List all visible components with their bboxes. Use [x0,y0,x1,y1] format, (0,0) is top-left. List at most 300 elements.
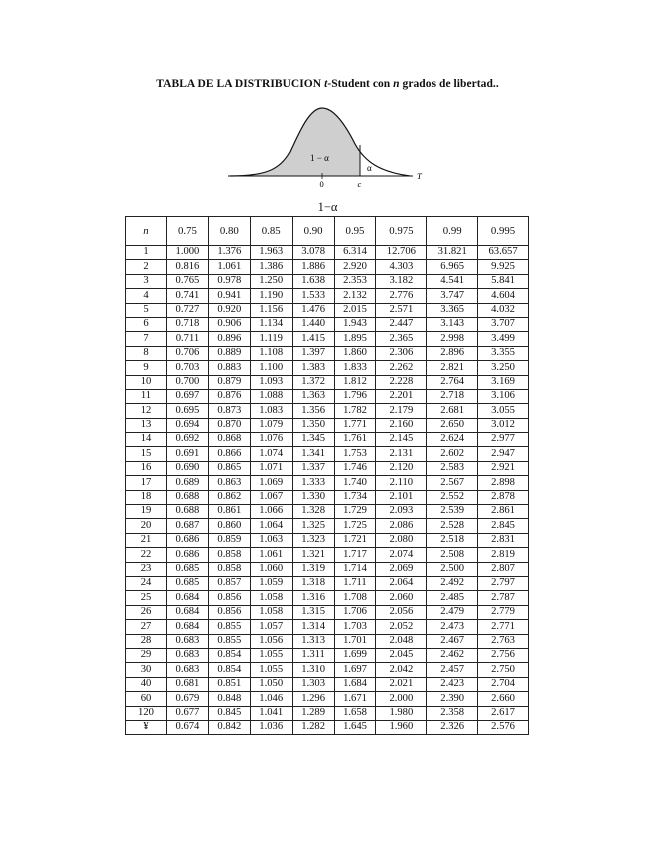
critical-value-cell: 0.700 [167,375,209,389]
critical-value-cell: 2.093 [376,505,427,519]
critical-value-cell: 1.311 [292,648,334,662]
critical-value-cell: 1.190 [250,289,292,303]
critical-value-cell: 1.059 [250,576,292,590]
critical-value-cell: 2.447 [376,317,427,331]
critical-value-cell: 1.701 [334,634,376,648]
critical-value-cell: 0.688 [167,505,209,519]
critical-value-cell: 3.106 [478,389,529,403]
critical-value-cell: 2.132 [334,289,376,303]
table-row [126,576,529,590]
critical-value-cell: 6.965 [427,260,478,274]
degrees-of-freedom-cell: 60 [126,692,167,706]
critical-value-cell: 1.943 [334,317,376,331]
critical-value-cell: 2.473 [427,620,478,634]
critical-value-cell: 0.684 [167,605,209,619]
critical-value-cell: 1.645 [334,720,376,734]
critical-value-cell: 1.041 [250,706,292,720]
degrees-of-freedom-cell: 30 [126,663,167,677]
critical-value-cell: 1.684 [334,677,376,691]
critical-value-cell: 2.552 [427,490,478,504]
critical-value-cell: 2.977 [478,433,529,447]
degrees-of-freedom-cell: 16 [126,461,167,475]
critical-value-cell: 1.321 [292,548,334,562]
table-row [126,720,529,734]
critical-value-cell: 1.064 [250,519,292,533]
critical-value-cell: 0.866 [208,447,250,461]
degrees-of-freedom-cell: 12 [126,404,167,418]
critical-value-cell: 0.694 [167,418,209,432]
degrees-of-freedom-cell: 20 [126,519,167,533]
table-row [126,418,529,432]
table-row [126,634,529,648]
critical-value-cell: 3.250 [478,361,529,375]
critical-value-cell: 2.462 [427,648,478,662]
critical-value-cell: 0.688 [167,490,209,504]
critical-value-cell: 1.076 [250,433,292,447]
table-row [126,289,529,303]
critical-value-cell: 2.787 [478,591,529,605]
critical-value-cell: 2.228 [376,375,427,389]
title-n-variable: n [393,78,400,90]
critical-value-cell: 1.734 [334,490,376,504]
critical-value-cell: 4.604 [478,289,529,303]
critical-value-cell: 2.508 [427,548,478,562]
critical-value-cell: 2.518 [427,533,478,547]
table-row [126,260,529,274]
critical-value-cell: 2.000 [376,692,427,706]
degrees-of-freedom-cell: 7 [126,332,167,346]
critical-value-cell: 2.583 [427,461,478,475]
degrees-of-freedom-cell: 120 [126,706,167,720]
critical-value-cell: 2.617 [478,706,529,720]
critical-value-cell: 2.947 [478,447,529,461]
title-prefix: TABLA DE LA DISTRIBUCION [156,78,325,90]
degrees-of-freedom-cell: ¥ [126,720,167,734]
critical-value-cell: 2.101 [376,490,427,504]
critical-value-cell: 1.066 [250,505,292,519]
critical-value-cell: 0.865 [208,461,250,475]
degrees-of-freedom-cell: 5 [126,303,167,317]
critical-value-cell: 1.746 [334,461,376,475]
critical-value-cell: 0.876 [208,389,250,403]
degrees-of-freedom-cell: 21 [126,533,167,547]
critical-value-cell: 1.036 [250,720,292,734]
critical-value-cell: 2.763 [478,634,529,648]
critical-value-cell: 0.683 [167,648,209,662]
critical-value-cell: 2.681 [427,404,478,418]
critical-value-cell: 1.706 [334,605,376,619]
critical-value-cell: 1.729 [334,505,376,519]
column-group-label: 1−α [317,200,338,214]
t-distribution-curve-diagram [225,100,430,192]
critical-value-cell: 2.660 [478,692,529,706]
table-row [126,692,529,706]
critical-value-cell: 0.842 [208,720,250,734]
degrees-of-freedom-cell: 9 [126,361,167,375]
critical-value-cell: 0.689 [167,476,209,490]
critical-value-cell: 0.862 [208,490,250,504]
critical-value-cell: 1.318 [292,576,334,590]
critical-value-cell: 2.467 [427,634,478,648]
critical-value-cell: 1.057 [250,620,292,634]
critical-value-cell: 1.886 [292,260,334,274]
critical-value-cell: 1.055 [250,663,292,677]
critical-value-cell: 0.695 [167,404,209,418]
critical-value-cell: 2.457 [427,663,478,677]
critical-value-cell: 2.998 [427,332,478,346]
critical-value-cell: 1.440 [292,317,334,331]
table-row [126,404,529,418]
critical-value-cell: 0.718 [167,317,209,331]
critical-value-cell: 1.100 [250,361,292,375]
critical-value-cell: 0.855 [208,620,250,634]
critical-value-cell: 1.980 [376,706,427,720]
critical-value-cell: 0.883 [208,361,250,375]
critical-value-cell: 2.500 [427,562,478,576]
critical-value-cell: 0.706 [167,346,209,360]
table-row [126,346,529,360]
critical-value-cell: 1.638 [292,274,334,288]
degrees-of-freedom-cell: 19 [126,505,167,519]
critical-value-cell: 0.920 [208,303,250,317]
critical-value-cell: 1.895 [334,332,376,346]
critical-value-cell: 1.134 [250,317,292,331]
table-row [126,317,529,331]
critical-value-cell: 1.303 [292,677,334,691]
critical-value-cell: 0.741 [167,289,209,303]
critical-value-cell: 2.764 [427,375,478,389]
critical-value-cell: 2.567 [427,476,478,490]
critical-value-cell: 1.771 [334,418,376,432]
critical-value-cell: 0.711 [167,332,209,346]
critical-value-cell: 1.350 [292,418,334,432]
axis-label: T [417,171,422,181]
critical-value-cell: 2.571 [376,303,427,317]
critical-value-cell: 2.845 [478,519,529,533]
critical-value-cell: 2.797 [478,576,529,590]
critical-value-cell: 2.160 [376,418,427,432]
critical-value-cell: 2.052 [376,620,427,634]
critical-value-cell: 2.650 [427,418,478,432]
critical-value-cell: 1.046 [250,692,292,706]
critical-value-cell: 0.685 [167,562,209,576]
critical-value-cell: 2.262 [376,361,427,375]
c-label: c [357,179,362,189]
critical-value-cell: 0.854 [208,648,250,662]
critical-value-cell: 1.315 [292,605,334,619]
critical-value-cell: 1.383 [292,361,334,375]
degrees-of-freedom-cell: 22 [126,548,167,562]
critical-value-cell: 2.056 [376,605,427,619]
critical-value-cell: 1.699 [334,648,376,662]
critical-value-cell: 1.345 [292,433,334,447]
table-row [126,648,529,662]
critical-value-cell: 1.061 [208,260,250,274]
critical-value-cell: 0.683 [167,663,209,677]
critical-value-cell: 2.080 [376,533,427,547]
critical-value-cell: 31.821 [427,246,478,260]
critical-value-cell: 0.691 [167,447,209,461]
critical-value-cell: 2.201 [376,389,427,403]
critical-value-cell: 0.674 [167,720,209,734]
critical-value-cell: 1.960 [376,720,427,734]
table-row [126,274,529,288]
critical-value-cell: 1.156 [250,303,292,317]
critical-value-cell: 1.079 [250,418,292,432]
critical-value-cell: 0.870 [208,418,250,432]
critical-value-cell: 3.182 [376,274,427,288]
critical-value-cell: 1.671 [334,692,376,706]
table-row [126,620,529,634]
critical-value-cell: 0.855 [208,634,250,648]
critical-value-cell: 2.776 [376,289,427,303]
critical-value-cell: 1.289 [292,706,334,720]
critical-value-cell: 1.711 [334,576,376,590]
table-row [126,706,529,720]
critical-value-cell: 1.703 [334,620,376,634]
critical-value-cell: 0.845 [208,706,250,720]
critical-value-cell: 3.499 [478,332,529,346]
table-row [126,246,529,260]
critical-value-cell: 3.747 [427,289,478,303]
critical-value-cell: 0.684 [167,620,209,634]
critical-value-cell: 1.088 [250,389,292,403]
critical-value-cell: 0.858 [208,548,250,562]
degrees-of-freedom-cell: 13 [126,418,167,432]
table-row [126,562,529,576]
critical-value-cell: 1.397 [292,346,334,360]
zero-label: 0 [319,179,324,189]
page-title [0,78,655,90]
title-suffix: grados de libertad.. [399,78,499,90]
critical-value-cell: 0.684 [167,591,209,605]
degrees-of-freedom-cell: 8 [126,346,167,360]
critical-value-cell: 2.179 [376,404,427,418]
critical-value-cell: 1.415 [292,332,334,346]
critical-value-cell: 2.718 [427,389,478,403]
degrees-of-freedom-cell: 14 [126,433,167,447]
critical-value-cell: 0.896 [208,332,250,346]
tail-label: α [367,163,372,173]
critical-value-cell: 2.069 [376,562,427,576]
degrees-of-freedom-cell: 10 [126,375,167,389]
critical-value-cell: 1.325 [292,519,334,533]
degrees-of-freedom-cell: 18 [126,490,167,504]
critical-value-cell: 0.889 [208,346,250,360]
critical-value-cell: 1.058 [250,605,292,619]
critical-value-cell: 2.819 [478,548,529,562]
critical-value-cell: 1.119 [250,332,292,346]
header-cell: 0.95 [334,217,376,246]
critical-value-cell: 2.750 [478,663,529,677]
critical-value-cell: 0.679 [167,692,209,706]
critical-value-cell: 2.074 [376,548,427,562]
table-row [126,476,529,490]
critical-value-cell: 0.860 [208,519,250,533]
critical-value-cell: 1.083 [250,404,292,418]
critical-value-cell: 2.821 [427,361,478,375]
critical-value-cell: 1.376 [208,246,250,260]
critical-value-cell: 2.602 [427,447,478,461]
critical-value-cell: 0.687 [167,519,209,533]
critical-value-cell: 2.423 [427,677,478,691]
critical-value-cell: 1.330 [292,490,334,504]
critical-value-cell: 1.812 [334,375,376,389]
degrees-of-freedom-cell: 23 [126,562,167,576]
degrees-of-freedom-cell: 29 [126,648,167,662]
critical-value-cell: 2.485 [427,591,478,605]
header-cell: 0.80 [208,217,250,246]
critical-value-cell: 5.841 [478,274,529,288]
critical-value-cell: 0.854 [208,663,250,677]
degrees-of-freedom-cell: 4 [126,289,167,303]
t-distribution-figure [225,100,430,192]
critical-value-cell: 2.326 [427,720,478,734]
critical-value-cell: 2.015 [334,303,376,317]
critical-value-cell: 1.356 [292,404,334,418]
critical-value-cell: 1.310 [292,663,334,677]
critical-value-cell: 2.306 [376,346,427,360]
critical-value-cell: 0.848 [208,692,250,706]
degrees-of-freedom-cell: 27 [126,620,167,634]
critical-value-cell: 0.879 [208,375,250,389]
critical-value-cell: 3.012 [478,418,529,432]
critical-value-cell: 1.714 [334,562,376,576]
title-middle: -Student con [327,78,394,90]
critical-value-cell: 1.314 [292,620,334,634]
critical-value-cell: 1.341 [292,447,334,461]
table-row [126,375,529,389]
critical-value-cell: 1.761 [334,433,376,447]
critical-value-cell: 1.060 [250,562,292,576]
critical-value-cell: 0.941 [208,289,250,303]
critical-value-cell: 2.048 [376,634,427,648]
degrees-of-freedom-cell: 11 [126,389,167,403]
critical-value-cell: 2.898 [478,476,529,490]
critical-value-cell: 2.921 [478,461,529,475]
critical-value-cell: 0.685 [167,576,209,590]
critical-value-cell: 2.086 [376,519,427,533]
degrees-of-freedom-cell: 3 [126,274,167,288]
critical-value-cell: 1.363 [292,389,334,403]
critical-value-cell: 0.686 [167,548,209,562]
critical-value-cell: 4.032 [478,303,529,317]
critical-value-cell: 2.704 [478,677,529,691]
critical-value-cell: 1.323 [292,533,334,547]
degrees-of-freedom-cell: 28 [126,634,167,648]
critical-value-cell: 2.492 [427,576,478,590]
critical-value-cell: 0.703 [167,361,209,375]
critical-value-cell: 0.727 [167,303,209,317]
critical-value-cell: 9.925 [478,260,529,274]
table-row [126,519,529,533]
critical-value-cell: 0.863 [208,476,250,490]
critical-value-cell: 2.353 [334,274,376,288]
table-row [126,533,529,547]
critical-value-cell: 1.782 [334,404,376,418]
critical-value-cell: 1.740 [334,476,376,490]
critical-value-cell: 1.319 [292,562,334,576]
critical-value-cell: 1.282 [292,720,334,734]
degrees-of-freedom-cell: 26 [126,605,167,619]
degrees-of-freedom-cell: 1 [126,246,167,260]
critical-value-cell: 1.963 [250,246,292,260]
critical-value-cell: 1.796 [334,389,376,403]
critical-value-cell: 1.717 [334,548,376,562]
critical-value-cell: 3.143 [427,317,478,331]
critical-value-cell: 2.021 [376,677,427,691]
table-row [126,591,529,605]
critical-value-cell: 3.707 [478,317,529,331]
critical-value-cell: 1.250 [250,274,292,288]
critical-value-cell: 0.856 [208,605,250,619]
critical-value-cell: 1.697 [334,663,376,677]
critical-value-cell: 1.050 [250,677,292,691]
critical-value-cell: 1.056 [250,634,292,648]
degrees-of-freedom-cell: 24 [126,576,167,590]
critical-value-cell: 1.058 [250,591,292,605]
critical-value-cell: 1.093 [250,375,292,389]
critical-value-cell: 2.042 [376,663,427,677]
critical-value-cell: 1.063 [250,533,292,547]
critical-value-cell: 0.692 [167,433,209,447]
critical-value-cell: 1.372 [292,375,334,389]
critical-value-cell: 0.683 [167,634,209,648]
critical-value-cell: 1.316 [292,591,334,605]
critical-value-cell: 1.067 [250,490,292,504]
critical-value-cell: 1.071 [250,461,292,475]
critical-value-cell: 0.906 [208,317,250,331]
critical-value-cell: 1.860 [334,346,376,360]
critical-value-cell: 1.313 [292,634,334,648]
critical-value-cell: 3.078 [292,246,334,260]
table-row [126,663,529,677]
critical-value-cell: 2.528 [427,519,478,533]
table-row [126,505,529,519]
critical-value-cell: 0.681 [167,677,209,691]
table-row [126,605,529,619]
critical-value-cell: 1.386 [250,260,292,274]
critical-value-cell: 1.328 [292,505,334,519]
critical-value-cell: 1.069 [250,476,292,490]
table-row [126,677,529,691]
critical-value-cell: 0.873 [208,404,250,418]
critical-value-cell: 2.896 [427,346,478,360]
critical-value-cell: 1.337 [292,461,334,475]
critical-value-cell: 0.697 [167,389,209,403]
t-distribution-table [125,216,529,735]
header-cell: 0.85 [250,217,292,246]
critical-value-cell: 2.045 [376,648,427,662]
header-cell: 0.75 [167,217,209,246]
critical-value-cell: 1.833 [334,361,376,375]
critical-value-cell: 2.390 [427,692,478,706]
header-n: n [126,217,167,246]
critical-value-cell: 1.074 [250,447,292,461]
critical-value-cell: 1.721 [334,533,376,547]
title-t-variable: t [324,78,328,90]
critical-value-cell: 63.657 [478,246,529,260]
table-row [126,332,529,346]
critical-value-cell: 2.131 [376,447,427,461]
critical-value-cell: 2.539 [427,505,478,519]
critical-value-cell: 1.061 [250,548,292,562]
table-row [126,447,529,461]
table-row [126,303,529,317]
critical-value-cell: 0.857 [208,576,250,590]
critical-value-cell: 3.169 [478,375,529,389]
critical-value-cell: 0.856 [208,591,250,605]
